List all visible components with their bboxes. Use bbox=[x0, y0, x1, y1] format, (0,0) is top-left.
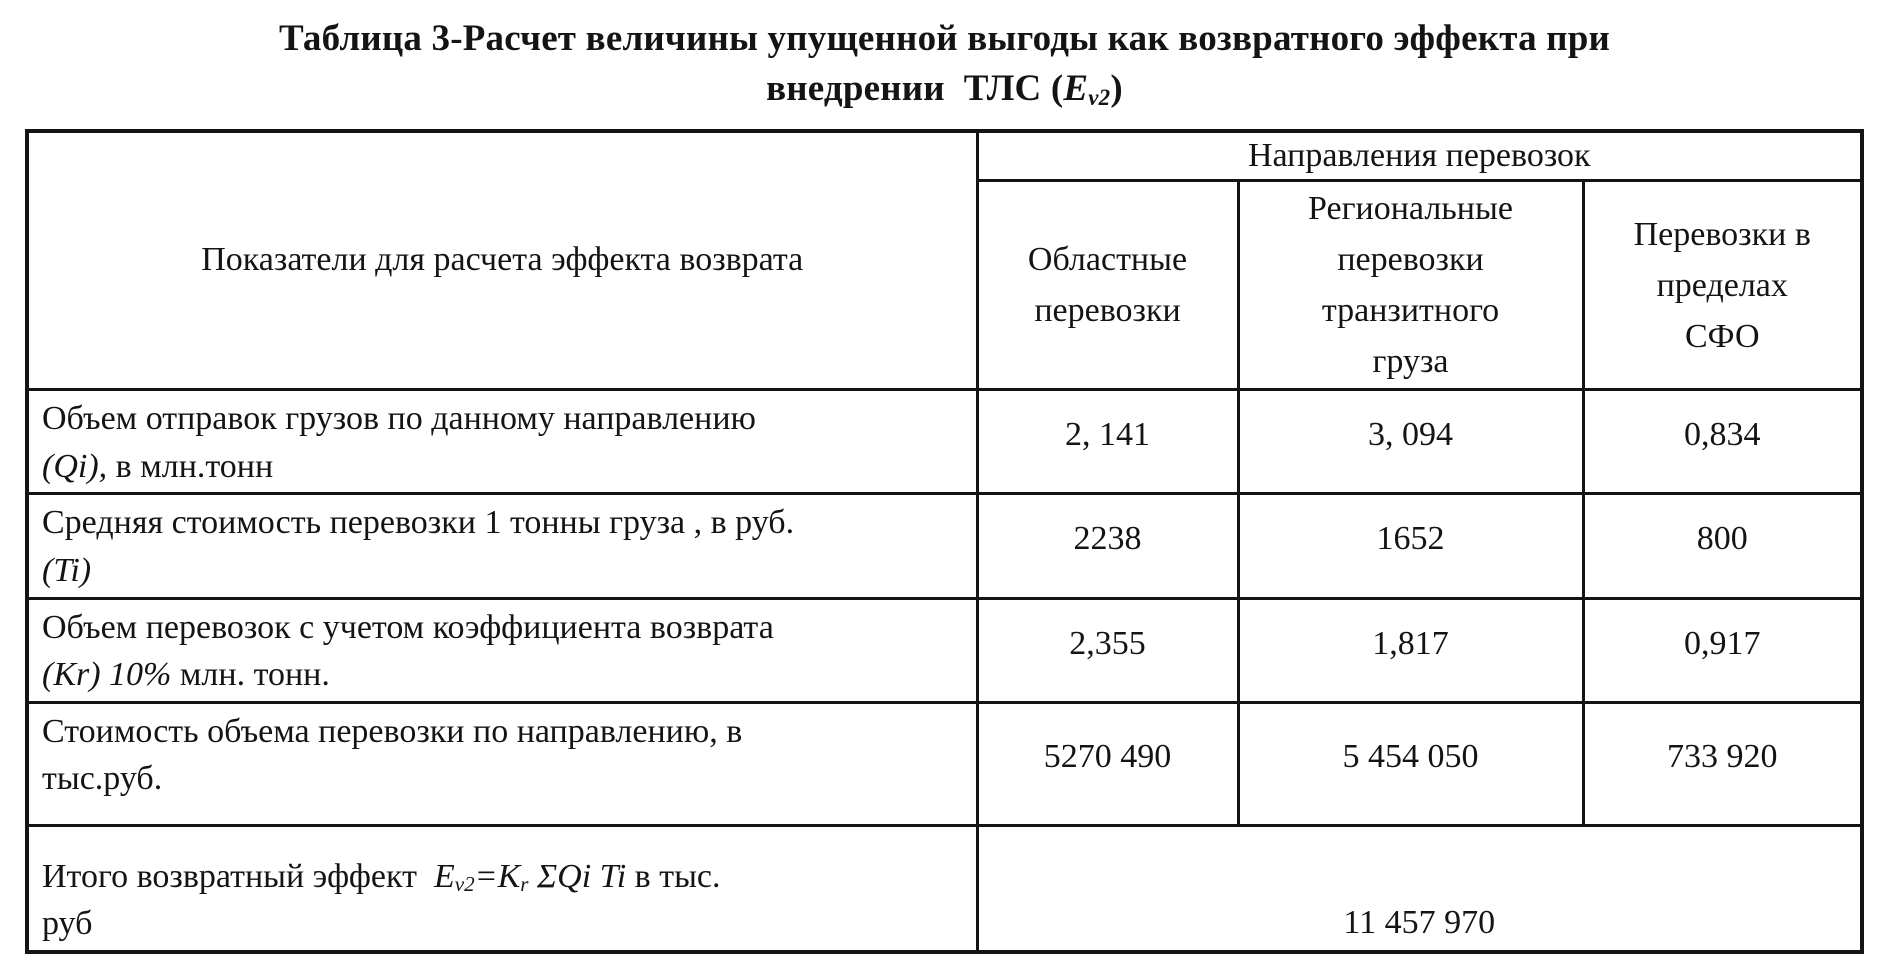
cell-value: 1,817 bbox=[1238, 598, 1583, 702]
row-label-average-cost bbox=[27, 494, 977, 598]
header-col-oblast: Областные перевозки bbox=[977, 181, 1238, 390]
cell-value: 0,834 bbox=[1583, 390, 1862, 494]
formula-K-subscript: r bbox=[520, 872, 529, 897]
cell-value: 2,355 bbox=[977, 598, 1238, 702]
table-caption-line1: Таблица 3-Расчет величины упущенной выгоды как возвратного эффекта при bbox=[278, 18, 1611, 59]
caption-formula-var: E bbox=[1063, 68, 1089, 110]
caption-line2-close: ) bbox=[1110, 68, 1123, 110]
cell-value: 0,917 bbox=[1583, 598, 1862, 702]
table-row-total bbox=[27, 825, 1862, 952]
header-row-group bbox=[27, 131, 1862, 181]
cell-value: 5270 490 bbox=[977, 702, 1238, 825]
row-label-variable: (Ti) bbox=[42, 551, 92, 589]
table-caption-line2 bbox=[766, 68, 1123, 109]
row-label-text: Объем отправок грузов по данному направлению bbox=[42, 400, 756, 438]
row-label-variable: (Kr) 10% bbox=[42, 656, 172, 694]
cell-value: 5 454 050 bbox=[1238, 702, 1583, 825]
total-label-units: в тыс. руб bbox=[42, 857, 721, 943]
header-directions-group: Направления перевозок bbox=[977, 131, 1862, 181]
cell-value: 733 920 bbox=[1583, 702, 1862, 825]
caption-line2-text: внедрении ТЛС ( bbox=[766, 68, 1064, 110]
table-row-volume-with-coefficient bbox=[27, 598, 1862, 702]
row-label-volume-with-coefficient bbox=[27, 598, 977, 702]
cell-value: 1652 bbox=[1238, 494, 1583, 598]
row-label-units: млн. тонн. bbox=[171, 656, 330, 694]
formula-E-subscript: v2 bbox=[454, 872, 475, 897]
cell-value: 2238 bbox=[977, 494, 1238, 598]
cell-value: 2, 141 bbox=[977, 390, 1238, 494]
total-formula bbox=[434, 858, 626, 895]
row-label-cost-of-volume bbox=[27, 702, 977, 825]
row-label-text: Объем перевозок с учетом коэффициента возврата bbox=[42, 608, 774, 646]
table-row-volume-shipments bbox=[27, 390, 1862, 494]
row-label-text: Стоимость объема перевозки по направлению, в тыс.руб. bbox=[42, 712, 743, 798]
calculation-table bbox=[25, 129, 1864, 954]
total-value: 11 457 970 bbox=[977, 825, 1862, 952]
total-row-label bbox=[27, 825, 977, 952]
header-col-sfo: Перевозки в пределах СФО bbox=[1583, 181, 1862, 390]
caption-formula-subscript: v2 bbox=[1088, 85, 1111, 111]
formula-E: E bbox=[433, 857, 455, 895]
row-label-text: Средняя стоимость перевозки 1 тонны груза , в руб. bbox=[42, 504, 795, 542]
formula-mid: =K bbox=[474, 857, 521, 895]
table-row-average-cost bbox=[27, 494, 1862, 598]
row-label-units: в млн.тонн bbox=[107, 447, 274, 485]
header-indicators: Показатели для расчета эффекта возврата bbox=[27, 131, 977, 390]
formula-tail: ΣQi Ti bbox=[528, 857, 627, 895]
table-caption bbox=[0, 0, 1889, 115]
row-label-variable: (Qi), bbox=[42, 447, 108, 485]
cell-value: 800 bbox=[1583, 494, 1862, 598]
table-row-cost-of-volume bbox=[27, 702, 1862, 825]
cell-value: 3, 094 bbox=[1238, 390, 1583, 494]
row-label-volume-shipments bbox=[27, 390, 977, 494]
header-col-regional-transit: Региональные перевозки транзитного груза bbox=[1238, 181, 1583, 390]
total-label-text: Итого возвратный эффект bbox=[42, 857, 434, 895]
